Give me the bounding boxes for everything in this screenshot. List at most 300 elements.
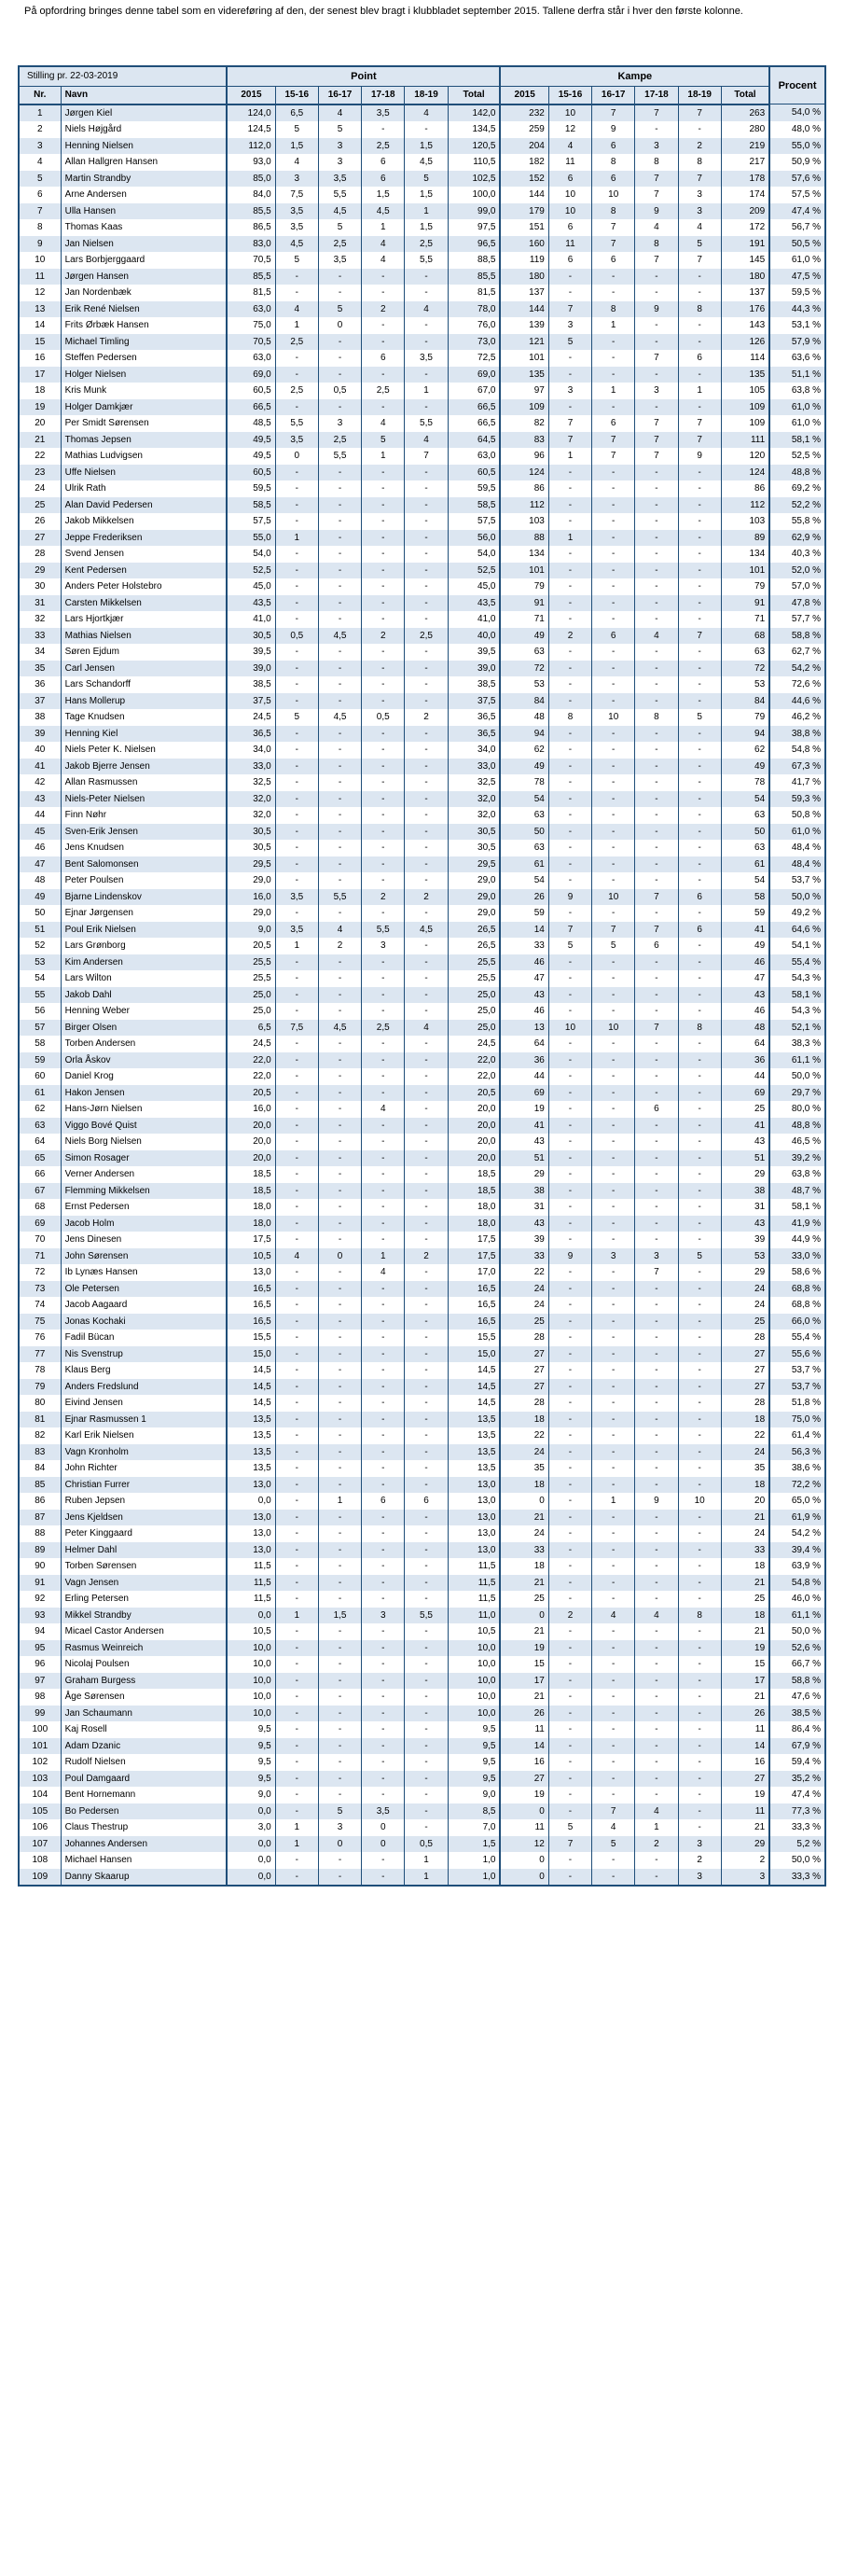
points-total-cell: 25,0 <box>448 987 500 1004</box>
games-15-16-cell: - <box>548 1656 591 1673</box>
points-total-cell: 13,5 <box>448 1460 500 1477</box>
table-row <box>19 415 825 432</box>
points-16-17-cell: - <box>318 1281 361 1298</box>
table-row <box>19 1395 825 1412</box>
points-17-18-cell: 1 <box>362 219 405 236</box>
percent-cell: 57,7 % <box>769 611 825 628</box>
points-total-cell: 1,0 <box>448 1852 500 1869</box>
percent-cell: 5,2 % <box>769 1836 825 1853</box>
points-16-17-cell: 3,5 <box>318 252 361 269</box>
games-18-19-cell: - <box>678 1379 721 1396</box>
points-16-17-cell: 0 <box>318 1836 361 1853</box>
games-total-cell: 46 <box>721 1003 769 1020</box>
percent-cell: 52,0 % <box>769 563 825 579</box>
points-2015-cell: 55,0 <box>227 530 275 547</box>
games-18-19-cell: - <box>678 546 721 563</box>
player-name-cell: Jens Dinesen <box>61 1232 227 1248</box>
games-15-16-cell: 2 <box>548 1608 591 1624</box>
points-18-19-cell: 1,5 <box>405 219 448 236</box>
games-2015-cell: 0 <box>500 1803 548 1820</box>
games-16-17-cell: - <box>592 1101 635 1118</box>
points-2015-cell: 13,0 <box>227 1510 275 1526</box>
nr-header: Nr. <box>19 87 61 104</box>
points-16-17-cell: - <box>318 611 361 628</box>
games-total-cell: 79 <box>721 709 769 726</box>
points-total-cell: 40,0 <box>448 628 500 645</box>
points-15-16-cell: 3,5 <box>275 203 318 220</box>
kampe-group-header: Kampe <box>500 66 769 87</box>
points-18-19-cell: 5 <box>405 171 448 188</box>
points-15-16-cell: - <box>275 807 318 824</box>
player-name-cell: Lars Grønborg <box>61 938 227 954</box>
games-total-cell: 26 <box>721 1706 769 1722</box>
points-2015-cell: 33,0 <box>227 759 275 775</box>
games-18-19-cell: 3 <box>678 1836 721 1853</box>
games-17-18-cell: - <box>635 1232 678 1248</box>
points-total-cell: 73,0 <box>448 334 500 351</box>
games-16-17-cell: - <box>592 1264 635 1281</box>
games-18-19-cell: 5 <box>678 709 721 726</box>
games-18-19-cell: - <box>678 1346 721 1363</box>
points-15-16-cell: 1 <box>275 1836 318 1853</box>
points-15-16-cell: - <box>275 1493 318 1510</box>
points-16-17-cell: - <box>318 1330 361 1346</box>
games-total-cell: 25 <box>721 1314 769 1330</box>
points-2015-cell: 36,5 <box>227 726 275 743</box>
rank-cell: 7 <box>19 203 61 220</box>
table-row <box>19 1869 825 1887</box>
points-16-17-cell: 3 <box>318 138 361 155</box>
points-2015-cell: 10,5 <box>227 1248 275 1265</box>
games-17-18-cell: - <box>635 578 678 595</box>
percent-cell: 57,6 % <box>769 171 825 188</box>
points-18-19-cell: - <box>405 774 448 791</box>
games-18-19-cell: - <box>678 676 721 693</box>
points-total-cell: 18,5 <box>448 1183 500 1200</box>
points-16-17-cell: 0 <box>318 1248 361 1265</box>
games-18-19-cell: - <box>678 693 721 710</box>
points-15-16-cell: - <box>275 1640 318 1657</box>
games-total-cell: 120 <box>721 448 769 465</box>
points-2015-cell: 52,5 <box>227 563 275 579</box>
player-name-cell: Verner Andersen <box>61 1166 227 1183</box>
games-total-cell: 39 <box>721 1232 769 1248</box>
table-row <box>19 1085 825 1102</box>
points-total-cell: 66,5 <box>448 399 500 416</box>
points-2015-cell: 20,5 <box>227 1085 275 1102</box>
percent-cell: 56,7 % <box>769 219 825 236</box>
points-18-19-cell: 1 <box>405 1869 448 1887</box>
points-2015-cell: 25,5 <box>227 954 275 971</box>
table-row <box>19 807 825 824</box>
points-total-cell: 29,0 <box>448 872 500 889</box>
rank-cell: 57 <box>19 1020 61 1037</box>
points-15-16-cell: - <box>275 1346 318 1363</box>
points-16-17-cell: - <box>318 1379 361 1396</box>
points-15-16-cell: - <box>275 1575 318 1592</box>
games-17-18-cell: 7 <box>635 922 678 939</box>
points-total-cell: 25,0 <box>448 1020 500 1037</box>
games-2015-cell: 16 <box>500 1754 548 1771</box>
games-15-16-cell: - <box>548 1379 591 1396</box>
percent-cell: 53,7 % <box>769 1362 825 1379</box>
player-name-cell: Eivind Jensen <box>61 1395 227 1412</box>
points-18-19-cell: 2,5 <box>405 628 448 645</box>
points-16-17-cell: 0 <box>318 317 361 334</box>
games-18-19-cell: - <box>678 1623 721 1640</box>
games-2015-cell: 27 <box>500 1379 548 1396</box>
rank-cell: 6 <box>19 187 61 203</box>
points-17-18-cell: - <box>362 121 405 138</box>
points-17-18-cell: - <box>362 1460 405 1477</box>
points-17-18-cell: - <box>362 480 405 497</box>
games-2015-cell: 33 <box>500 1248 548 1265</box>
points-15-16-cell: - <box>275 742 318 759</box>
games-15-16-cell: - <box>548 905 591 922</box>
games-total-cell: 21 <box>721 1623 769 1640</box>
rank-cell: 12 <box>19 285 61 301</box>
points-17-18-cell: 4 <box>362 236 405 253</box>
points-17-18-cell: 4,5 <box>362 203 405 220</box>
player-name-cell: Peter Poulsen <box>61 872 227 889</box>
points-2015-cell: 59,5 <box>227 480 275 497</box>
points-15-16-cell: - <box>275 497 318 514</box>
games-15-16-cell: - <box>548 1085 591 1102</box>
rank-cell: 81 <box>19 1412 61 1428</box>
games-18-19-cell: - <box>678 334 721 351</box>
games-16-17-cell: - <box>592 1216 635 1232</box>
percent-cell: 38,8 % <box>769 726 825 743</box>
points-15-16-cell: 3,5 <box>275 432 318 449</box>
games-15-16-cell: - <box>548 1330 591 1346</box>
points-15-16-cell: - <box>275 1166 318 1183</box>
points-16-17-cell: - <box>318 350 361 367</box>
points-2015-cell: 14,5 <box>227 1379 275 1396</box>
percent-cell: 33,3 % <box>769 1819 825 1836</box>
points-18-19-cell: 4 <box>405 432 448 449</box>
points-2015-cell: 38,5 <box>227 676 275 693</box>
rank-cell: 27 <box>19 530 61 547</box>
player-name-cell: Kaj Rosell <box>61 1721 227 1738</box>
player-name-cell: Søren Ejdum <box>61 644 227 661</box>
points-total-cell: 15,5 <box>448 1330 500 1346</box>
games-18-19-cell: - <box>678 1297 721 1314</box>
points-total-cell: 38,5 <box>448 676 500 693</box>
points-18-19-cell: - <box>405 1771 448 1788</box>
games-17-18-cell: - <box>635 1395 678 1412</box>
games-15-16-cell: - <box>548 1232 591 1248</box>
games-16-17-cell: - <box>592 970 635 987</box>
points-18-19-cell: - <box>405 530 448 547</box>
percent-cell: 47,4 % <box>769 1787 825 1803</box>
rank-cell: 9 <box>19 236 61 253</box>
games-15-16-cell: - <box>548 563 591 579</box>
games-18-19-cell: 3 <box>678 203 721 220</box>
games-15-16-cell: - <box>548 1477 591 1494</box>
points-17-18-cell: - <box>362 1689 405 1706</box>
points-15-16-cell: - <box>275 1427 318 1444</box>
player-name-cell: Mathias Ludvigsen <box>61 448 227 465</box>
player-name-cell: Niels Borg Nielsen <box>61 1134 227 1150</box>
table-row <box>19 513 825 530</box>
points-total-cell: 10,0 <box>448 1673 500 1690</box>
games-17-18-cell: - <box>635 807 678 824</box>
games-total-cell: 71 <box>721 611 769 628</box>
games-17-18-cell: - <box>635 774 678 791</box>
games-15-16-cell: - <box>548 1738 591 1755</box>
points-2015-cell: 32,5 <box>227 774 275 791</box>
points-total-cell: 39,0 <box>448 661 500 677</box>
games-total-cell: 89 <box>721 530 769 547</box>
points-15-16-cell: - <box>275 1134 318 1150</box>
percent-cell: 67,3 % <box>769 759 825 775</box>
points-2015-cell: 57,5 <box>227 513 275 530</box>
points-16-17-cell: - <box>318 1575 361 1592</box>
player-name-cell: Åge Sørensen <box>61 1689 227 1706</box>
points-16-17-cell: - <box>318 1264 361 1281</box>
intro-text: På opfordring bringes denne tabel som en videreføring af den, der senest blev bragt i klubbladet september 2015. Tallene derfra står i hver den første kolonne. <box>24 6 743 17</box>
points-total-cell: 142,0 <box>448 104 500 122</box>
rank-cell: 30 <box>19 578 61 595</box>
games-2015-cell: 69 <box>500 1085 548 1102</box>
games-17-18-cell: - <box>635 1036 678 1052</box>
games-2015-cell: 63 <box>500 840 548 856</box>
games-2015-cell: 21 <box>500 1575 548 1592</box>
games-17-18-cell: - <box>635 1166 678 1183</box>
games-16-17-cell: - <box>592 1150 635 1167</box>
points-18-19-cell: - <box>405 1264 448 1281</box>
player-name-cell: Flemming Mikkelsen <box>61 1183 227 1200</box>
points-16-17-cell: - <box>318 661 361 677</box>
games-15-16-cell: - <box>548 807 591 824</box>
games-18-19-cell: 6 <box>678 889 721 906</box>
points-18-19-cell: - <box>405 1656 448 1673</box>
games-16-17-cell: - <box>592 1052 635 1069</box>
points-18-19-cell: 4 <box>405 104 448 122</box>
games-15-16-cell: - <box>548 987 591 1004</box>
rank-cell: 25 <box>19 497 61 514</box>
games-16-17-cell: - <box>592 350 635 367</box>
points-15-16-cell: - <box>275 1036 318 1052</box>
points-total-cell: 17,5 <box>448 1248 500 1265</box>
games-2015-cell: 50 <box>500 824 548 841</box>
point-col-header: 16-17 <box>318 87 361 104</box>
games-18-19-cell: 10 <box>678 1493 721 1510</box>
games-total-cell: 50 <box>721 824 769 841</box>
games-2015-cell: 97 <box>500 383 548 399</box>
percent-cell: 57,5 % <box>769 187 825 203</box>
table-row <box>19 1656 825 1673</box>
games-15-16-cell: - <box>548 759 591 775</box>
points-17-18-cell: - <box>362 1281 405 1298</box>
games-16-17-cell: - <box>592 1068 635 1085</box>
player-name-cell: Michael Timling <box>61 334 227 351</box>
games-total-cell: 27 <box>721 1379 769 1396</box>
rank-cell: 40 <box>19 742 61 759</box>
points-15-16-cell: - <box>275 1085 318 1102</box>
table-row <box>19 1297 825 1314</box>
table-row <box>19 497 825 514</box>
games-2015-cell: 43 <box>500 987 548 1004</box>
points-15-16-cell: - <box>275 1803 318 1820</box>
percent-cell: 75,0 % <box>769 1412 825 1428</box>
percent-cell: 39,2 % <box>769 1150 825 1167</box>
games-16-17-cell: - <box>592 1314 635 1330</box>
points-16-17-cell: 5 <box>318 1803 361 1820</box>
games-16-17-cell: - <box>592 563 635 579</box>
percent-cell: 62,9 % <box>769 530 825 547</box>
table-row <box>19 1608 825 1624</box>
games-16-17-cell: - <box>592 661 635 677</box>
games-2015-cell: 28 <box>500 1330 548 1346</box>
table-row <box>19 448 825 465</box>
games-18-19-cell: 6 <box>678 922 721 939</box>
games-total-cell: 43 <box>721 1216 769 1232</box>
percent-cell: 48,7 % <box>769 1183 825 1200</box>
percent-cell: 66,0 % <box>769 1314 825 1330</box>
points-17-18-cell: - <box>362 1346 405 1363</box>
table-row <box>19 1020 825 1037</box>
player-name-cell: Finn Nøhr <box>61 807 227 824</box>
rank-cell: 98 <box>19 1689 61 1706</box>
table-row <box>19 1068 825 1085</box>
games-2015-cell: 53 <box>500 676 548 693</box>
points-18-19-cell: - <box>405 1575 448 1592</box>
percent-cell: 51,8 % <box>769 1395 825 1412</box>
table-row <box>19 1248 825 1265</box>
games-total-cell: 24 <box>721 1281 769 1298</box>
games-15-16-cell: 3 <box>548 317 591 334</box>
games-2015-cell: 11 <box>500 1819 548 1836</box>
points-18-19-cell: - <box>405 121 448 138</box>
points-15-16-cell: - <box>275 1542 318 1559</box>
rank-cell: 55 <box>19 987 61 1004</box>
table-row <box>19 432 825 449</box>
games-18-19-cell: - <box>678 1412 721 1428</box>
games-17-18-cell: - <box>635 1068 678 1085</box>
percent-cell: 40,3 % <box>769 546 825 563</box>
games-18-19-cell: - <box>678 1542 721 1559</box>
points-16-17-cell: - <box>318 1395 361 1412</box>
games-total-cell: 14 <box>721 1738 769 1755</box>
games-16-17-cell: - <box>592 1346 635 1363</box>
points-15-16-cell: - <box>275 1264 318 1281</box>
games-15-16-cell: - <box>548 1199 591 1216</box>
points-total-cell: 10,0 <box>448 1706 500 1722</box>
player-name-cell: Rasmus Weinreich <box>61 1640 227 1657</box>
games-16-17-cell: - <box>592 1395 635 1412</box>
points-18-19-cell: 1,5 <box>405 138 448 155</box>
ranking-table <box>18 65 826 1887</box>
percent-cell: 59,5 % <box>769 285 825 301</box>
games-16-17-cell: - <box>592 269 635 285</box>
games-16-17-cell: 10 <box>592 1020 635 1037</box>
points-18-19-cell: - <box>405 1003 448 1020</box>
games-17-18-cell: - <box>635 1150 678 1167</box>
games-16-17-cell: - <box>592 530 635 547</box>
games-2015-cell: 179 <box>500 203 548 220</box>
games-16-17-cell: - <box>592 513 635 530</box>
games-2015-cell: 180 <box>500 269 548 285</box>
points-18-19-cell: - <box>405 1558 448 1575</box>
games-2015-cell: 109 <box>500 399 548 416</box>
games-total-cell: 47 <box>721 970 769 987</box>
points-16-17-cell: - <box>318 1183 361 1200</box>
rank-cell: 66 <box>19 1166 61 1183</box>
games-2015-cell: 64 <box>500 1036 548 1052</box>
points-18-19-cell: - <box>405 1068 448 1085</box>
points-2015-cell: 49,5 <box>227 432 275 449</box>
points-18-19-cell: - <box>405 595 448 612</box>
games-17-18-cell: - <box>635 497 678 514</box>
points-17-18-cell: - <box>362 1395 405 1412</box>
rank-cell: 26 <box>19 513 61 530</box>
player-name-cell: Jørgen Hansen <box>61 269 227 285</box>
games-16-17-cell: - <box>592 1281 635 1298</box>
player-name-cell: Lars Borbjerggaard <box>61 252 227 269</box>
games-16-17-cell: 8 <box>592 154 635 171</box>
games-16-17-cell: - <box>592 1003 635 1020</box>
rank-cell: 35 <box>19 661 61 677</box>
points-18-19-cell: 0,5 <box>405 1836 448 1853</box>
games-17-18-cell: - <box>635 1330 678 1346</box>
games-17-18-cell: 7 <box>635 252 678 269</box>
points-16-17-cell: 4 <box>318 922 361 939</box>
points-18-19-cell: - <box>405 1738 448 1755</box>
points-2015-cell: 30,5 <box>227 824 275 841</box>
percent-cell: 77,3 % <box>769 1803 825 1820</box>
games-2015-cell: 134 <box>500 546 548 563</box>
player-name-cell: Jens Kjeldsen <box>61 1510 227 1526</box>
points-17-18-cell: - <box>362 693 405 710</box>
points-18-19-cell: - <box>405 676 448 693</box>
points-2015-cell: 18,0 <box>227 1216 275 1232</box>
points-18-19-cell: - <box>405 1542 448 1559</box>
points-total-cell: 60,5 <box>448 465 500 481</box>
table-row <box>19 465 825 481</box>
points-16-17-cell: - <box>318 856 361 873</box>
points-2015-cell: 25,0 <box>227 1003 275 1020</box>
rank-cell: 1 <box>19 104 61 122</box>
games-total-cell: 172 <box>721 219 769 236</box>
percent-cell: 61,0 % <box>769 252 825 269</box>
games-total-cell: 48 <box>721 1020 769 1037</box>
games-17-18-cell: - <box>635 1673 678 1690</box>
points-16-17-cell: 0,5 <box>318 383 361 399</box>
points-15-16-cell: - <box>275 791 318 808</box>
points-18-19-cell: - <box>405 1216 448 1232</box>
percent-cell: 50,9 % <box>769 154 825 171</box>
games-15-16-cell: - <box>548 1444 591 1461</box>
points-total-cell: 36,5 <box>448 709 500 726</box>
points-18-19-cell: 5,5 <box>405 1608 448 1624</box>
games-16-17-cell: - <box>592 856 635 873</box>
games-15-16-cell: - <box>548 676 591 693</box>
games-2015-cell: 94 <box>500 726 548 743</box>
points-18-19-cell: - <box>405 1297 448 1314</box>
games-16-17-cell: 6 <box>592 138 635 155</box>
games-total-cell: 49 <box>721 759 769 775</box>
points-18-19-cell: - <box>405 1477 448 1494</box>
points-16-17-cell: - <box>318 497 361 514</box>
percent-cell: 46,5 % <box>769 1134 825 1150</box>
points-2015-cell: 16,0 <box>227 1101 275 1118</box>
points-15-16-cell: 1 <box>275 530 318 547</box>
points-15-16-cell: - <box>275 774 318 791</box>
points-15-16-cell: - <box>275 905 318 922</box>
points-17-18-cell: - <box>362 1166 405 1183</box>
points-18-19-cell: - <box>405 513 448 530</box>
